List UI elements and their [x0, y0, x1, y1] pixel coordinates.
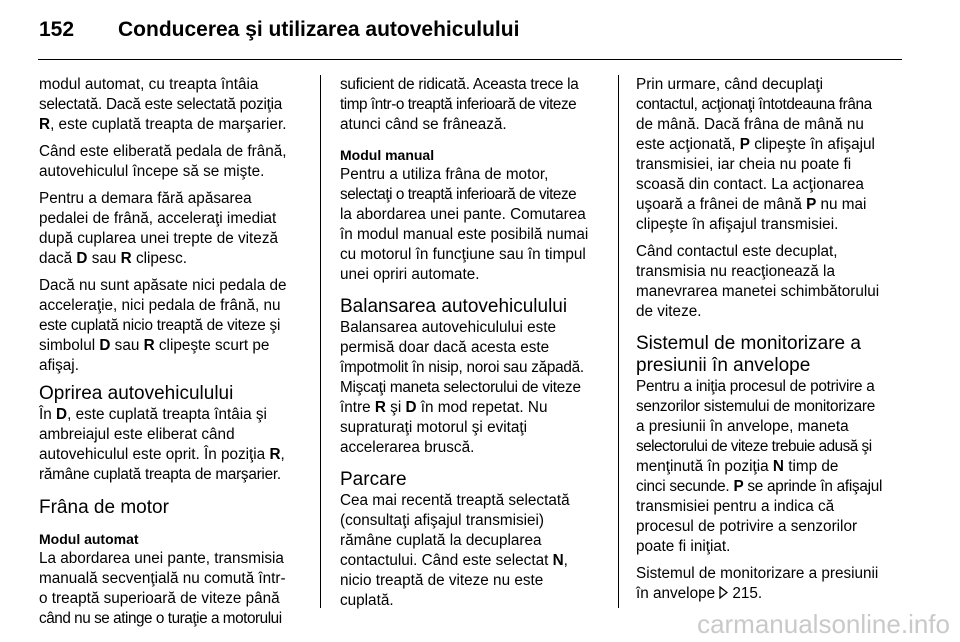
- column-divider-2: [618, 75, 619, 608]
- paragraph: Cea mai recentă treaptă selectată (consultaţi afişajul transmisiei) rămâne cuplată la decuplarea contactului. Când este selectat N, nicio treaptă de viteze nu este cuplată.: [340, 492, 570, 609]
- paragraph: suficient de ridicată. Aceasta trece la timp într-o treaptă inferioară de viteze atunci când se frânează.: [340, 76, 579, 133]
- section-heading-frana: Frâna de motor: [39, 497, 169, 518]
- section-heading-balansare: Balansarea autovehiculului: [340, 296, 568, 317]
- paragraph: Sistemul de monitorizare a presiunii în anvelope 215.: [636, 564, 904, 605]
- paragraph: modul automat, cu treapta întâia selectată. Dacă este selectată poziţia R, este cuplată treapta de marşarier.: [39, 76, 287, 133]
- paragraph: Prin urmare, când decuplaţi contactul, acţionaţi întotdeauna frâna de mână. Dacă frâna de mână nu este acţionată, P clipeşte în afişajul transmisiei, iar cheia nu poate fi scoasă din contact. La acţionarea uşoară a frânei de mână P nu mai clipeşte în afişajul transmisiei.: [636, 76, 875, 233]
- page-number: 152: [39, 18, 75, 41]
- column-3: [636, 75, 904, 612]
- subheading-modul-manual: Modul manual: [340, 147, 435, 163]
- paragraph: Pentru a demara fără apăsarea pedalei de frână, acceleraţi imediat după cuplarea unei trepte de viteză dacă D sau R clipesc.: [39, 190, 278, 267]
- column-2: [340, 75, 602, 618]
- header-divider: [38, 59, 902, 60]
- page-title: Conducerea şi utilizarea autovehiculului: [118, 18, 520, 41]
- column-1: [39, 75, 309, 636]
- paragraph: Balansarea autovehiculului este permisă doar dacă acesta este împotmolit în nisip, noroi sau zăpadă. Mişcaţi maneta selectorului de viteze între R şi D în mod repetat. Nu supraturaţi motorul şi evitaţi accelerarea bruscă.: [340, 319, 584, 456]
- section-heading-sistem: Sistemul de monitorizare a presiunii în anvelope: [636, 333, 861, 376]
- paragraph: Pentru a utiliza frâna de motor, selectaţi o treaptă inferioară de viteze la abordarea unei pante. Comutarea în modul manual este posibilă numai cu motorul în funcţiune sau în timpul unei opriri automate.: [340, 166, 589, 283]
- triangle-right-icon[interactable]: [719, 585, 728, 605]
- paragraph: Când este eliberată pedala de frână, autovehiculul începe să se mişte.: [39, 143, 287, 180]
- column-divider-1: [320, 75, 321, 608]
- paragraph: Când contactul este decuplat, transmisia nu reacţionează la manevrarea manetei schimbătorului de viteze.: [636, 243, 880, 320]
- paragraph: La abordarea unei pante, transmisia manuală secvenţială nu comută într- o treaptă superioară de viteze până când nu se atinge o turaţie a motorului: [39, 550, 286, 627]
- section-heading-oprire: Oprirea autovehiculului: [39, 383, 234, 404]
- section-heading-parcare: Parcare: [340, 469, 407, 490]
- paragraph: Pentru a iniţia procesul de potrivire a senzorilor sistemului de monitorizare a presiunii în anvelope, maneta selectorului de viteze trebuie adusă şi menţinută în poziţia N timp de cinci secunde. P se aprinde în afişajul transmisiei pentru a indica că procesul de potrivire a senzorilor poate fi iniţiat.: [636, 378, 883, 555]
- page-reference-link[interactable]: 215.: [732, 585, 763, 602]
- watermark: carmanualsonline.info: [697, 609, 950, 639]
- paragraph: Dacă nu sunt apăsate nici pedala de acceleraţie, nici pedala de frână, nu este cuplată nicio treaptă de viteze şi simbolul D sau R clipeşte scurt pe afişaj.: [39, 277, 287, 374]
- paragraph: În D, este cuplată treapta întâia şi ambreiajul este eliberat când autovehiculul este oprit. În poziţia R, rămâne cuplată treapta de marşarier.: [39, 406, 285, 483]
- subheading-modul-automat: Modul automat: [39, 531, 139, 547]
